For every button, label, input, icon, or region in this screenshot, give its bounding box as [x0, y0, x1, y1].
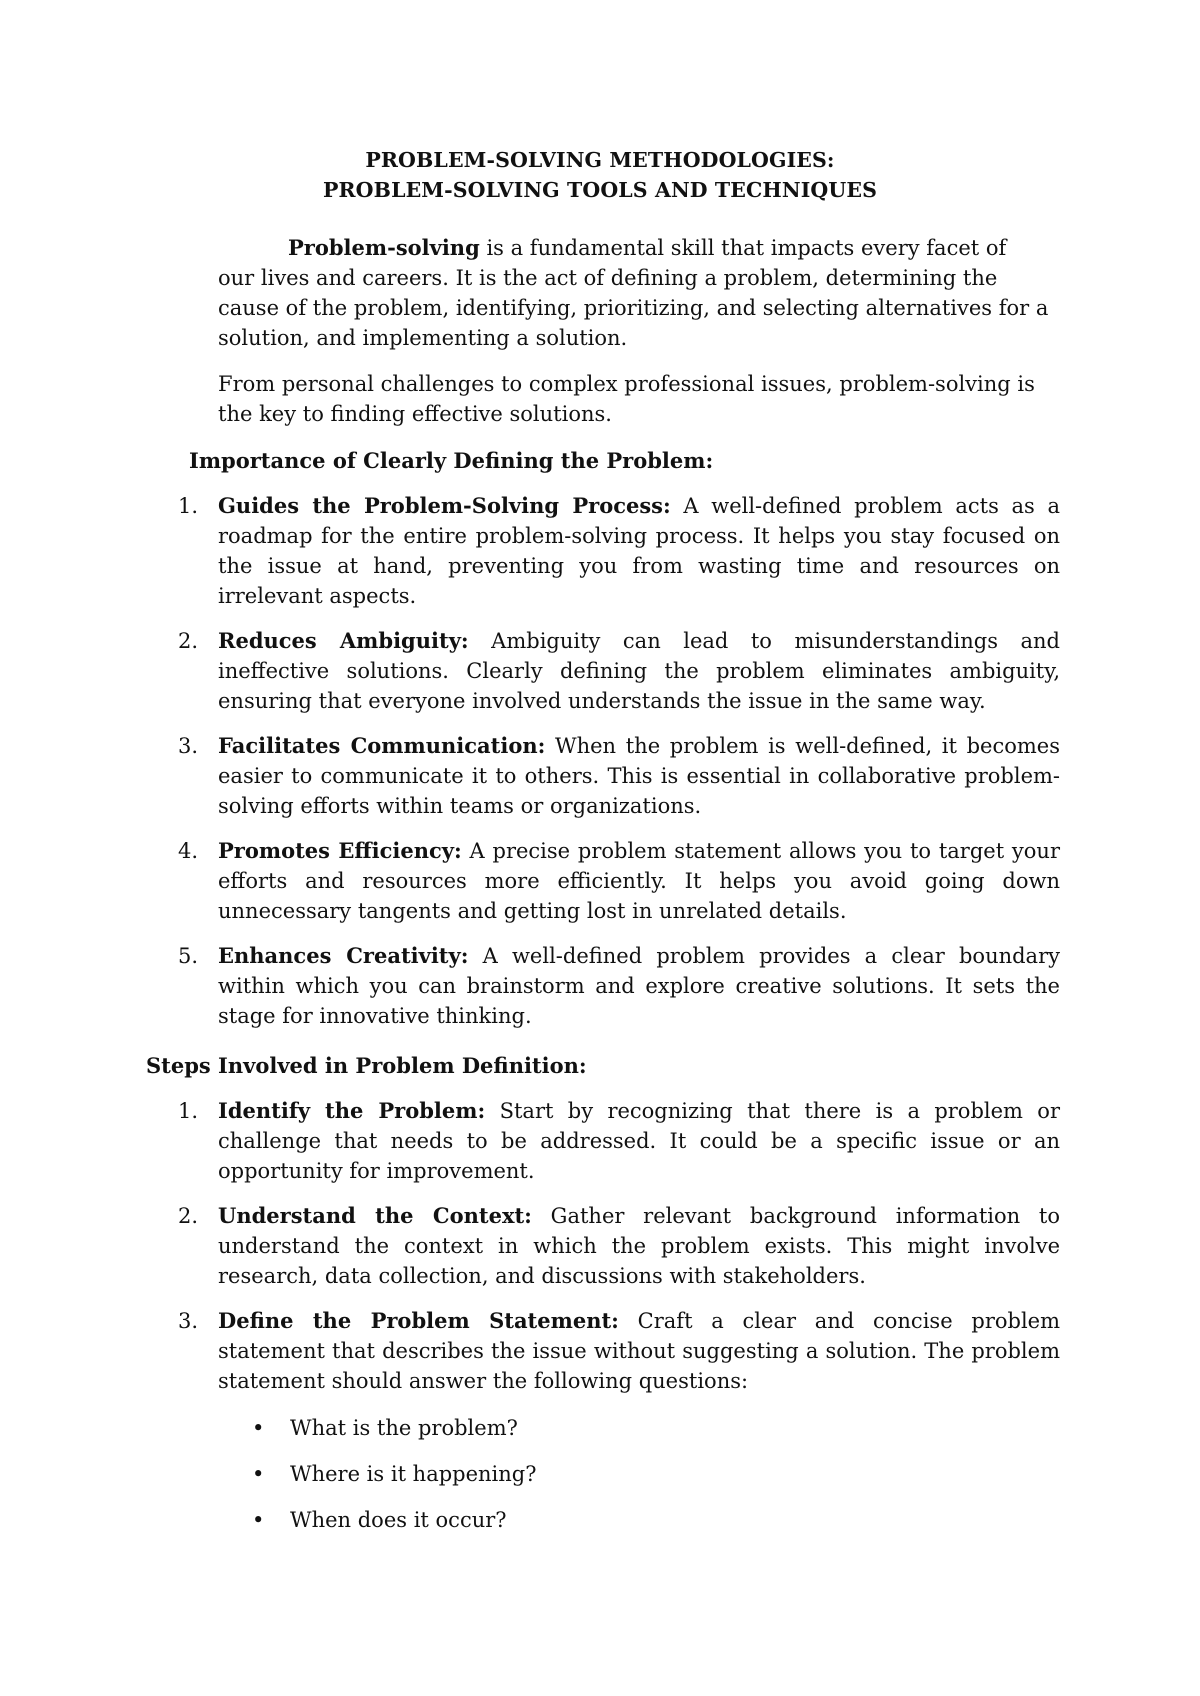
list-number: 2. [178, 629, 199, 653]
intro-line1-rest: is a fundamental skill that impacts every facet of [479, 236, 1007, 260]
list-number: 3. [178, 1309, 199, 1333]
list-number: 5. [178, 944, 199, 968]
document-title-line1: PROBLEM-SOLVING METHODOLOGIES: [365, 148, 835, 172]
list-number: 4. [178, 839, 199, 863]
bullet-text: What is the problem? [290, 1416, 518, 1440]
bullet-text: When does it occur? [290, 1508, 507, 1532]
bullet-text: Where is it happening? [290, 1462, 537, 1486]
list-item-lead: Guides the Problem-Solving Process: [218, 493, 671, 518]
bullet-icon: • [252, 1416, 265, 1440]
list-item-text: A well-defined problem provides a clear boundary within which you can brainstorm and explore creative solutions. It sets the stage for innovative thinking. [218, 944, 1060, 1028]
list-item-text: A precise problem statement allows you to target your efforts and resources more efficiently. It helps you avoid going down unnecessary tangents and getting lost in unrelated details. [218, 839, 1060, 923]
list-item-lead: Define the Problem Statement: [218, 1308, 619, 1333]
list-item-lead: Identify the Problem: [218, 1098, 486, 1123]
list-item-text: Ambiguity can lead to misunderstandings and ineffective solutions. Clearly defining the problem eliminates ambiguity, ensuring that everyone involved understands the issue in the same way. [218, 629, 1060, 713]
list-item-text: Craft a clear and concise problem statement that describes the issue without suggesting a solution. The problem statement should answer the following questions: [218, 1309, 1060, 1393]
list-number: 1. [178, 1099, 199, 1123]
list-item-text: Gather relevant background information to understand the context in which the problem exists. This might involve research, data collection, and discussions with stakeholders. [218, 1204, 1060, 1288]
list-item-text: When the problem is well-defined, it becomes easier to communicate it to others. This is essential in collaborative problem-solving efforts within teams or organizations. [218, 734, 1060, 818]
list-item-lead: Reduces Ambiguity: [218, 628, 469, 653]
list-item-lead: Facilitates Communication: [218, 733, 546, 758]
list-number: 3. [178, 734, 199, 758]
list-item-lead: Promotes Efficiency: [218, 838, 462, 863]
bullet-icon: • [252, 1462, 265, 1486]
list-number: 2. [178, 1204, 199, 1228]
section-heading-importance: Importance of Clearly Defining the Problem: [189, 448, 714, 473]
document-title-line2: PROBLEM-SOLVING TOOLS AND TECHNIQUES [323, 178, 877, 202]
bullet-icon: • [252, 1508, 265, 1532]
list-item-lead: Understand the Context: [218, 1203, 532, 1228]
list-number: 1. [178, 494, 199, 518]
intro-paragraph-2: From personal challenges to complex professional issues, problem-solving is the key to finding effective solutions. [218, 372, 1035, 426]
list-item-text: Start by recognizing that there is a problem or challenge that needs to be addressed. It could be a specific issue or an opportunity for improvement. [218, 1099, 1060, 1183]
list-item-lead: Enhances Creativity: [218, 943, 469, 968]
intro-rest: our lives and careers. It is the act of defining a problem, determining the cause of the problem, identifying, prioritizing, and selecting alternatives for a solution, and implementing a solution. [218, 266, 1049, 350]
section-heading-steps: Steps Involved in Problem Definition: [146, 1053, 587, 1078]
intro-paragraph [218, 233, 1060, 353]
list-item-text: A well-defined problem acts as a roadmap for the entire problem-solving process. It helps you stay focused on the issue at hand, preventing you from wasting time and resources on irrelevant aspects. [218, 494, 1060, 608]
intro-lead: Problem-solving [288, 235, 480, 260]
